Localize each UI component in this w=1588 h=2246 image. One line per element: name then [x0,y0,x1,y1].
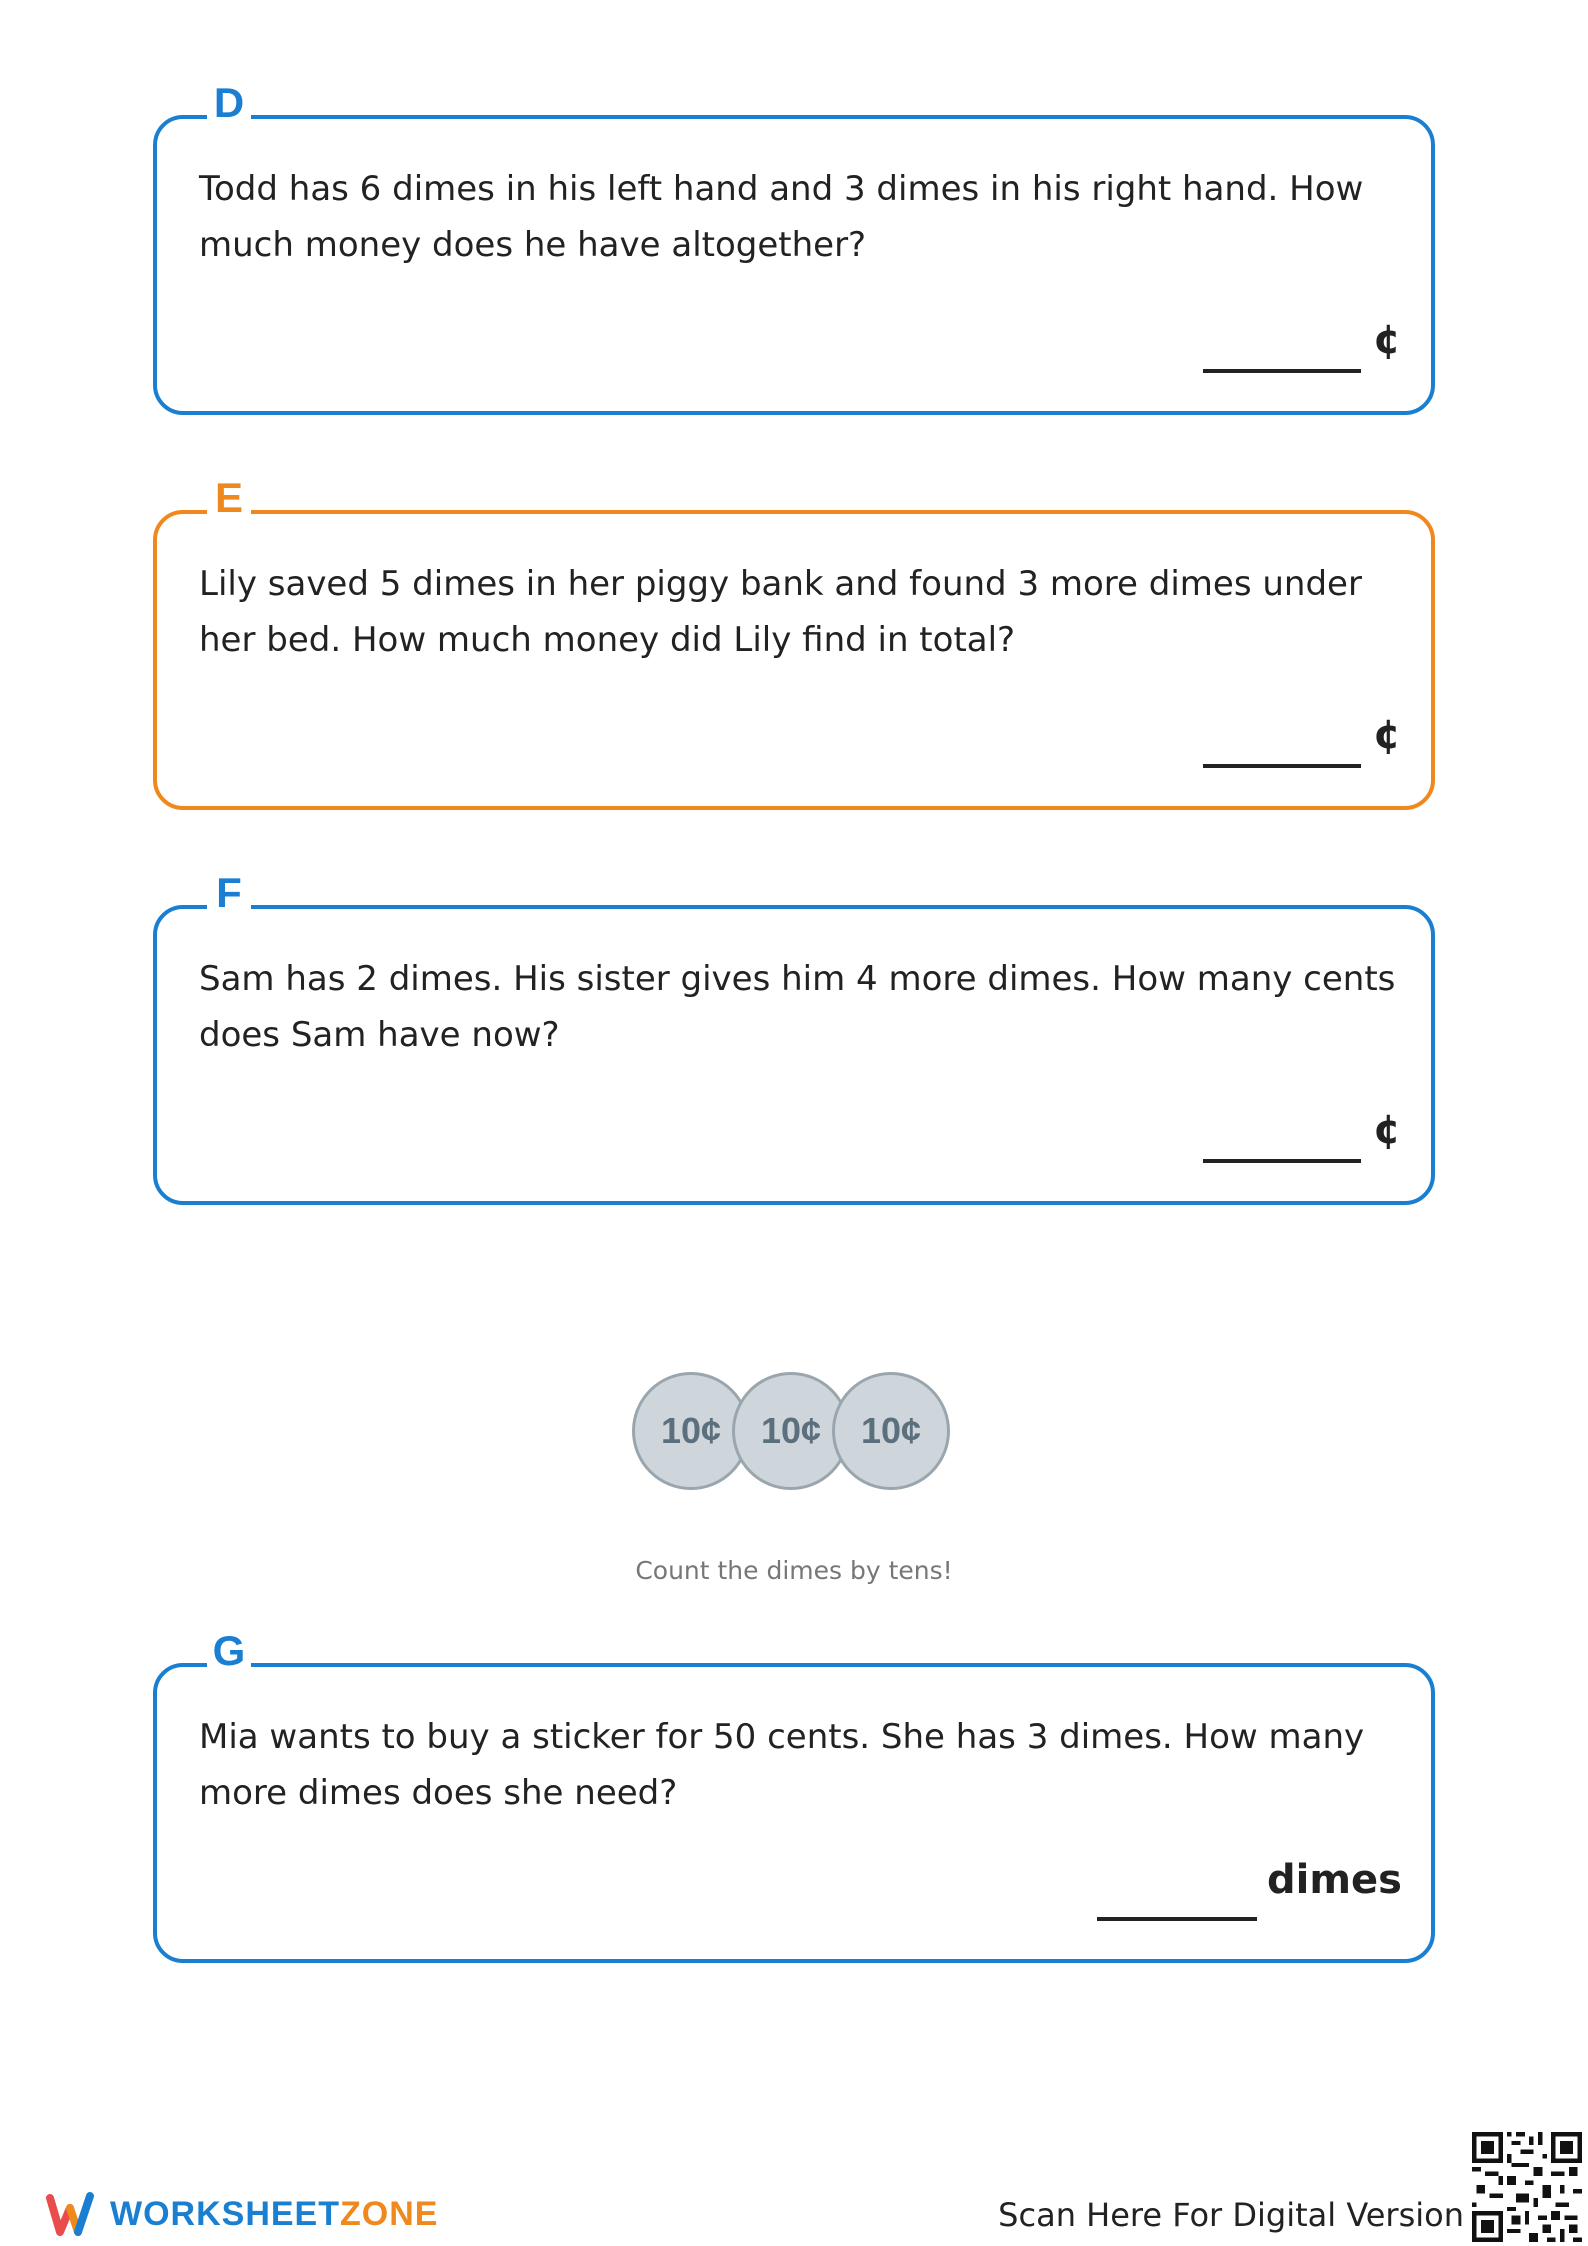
logo-text [110,2195,438,2234]
answer-blank[interactable] [1097,1917,1257,1921]
logo-mark-icon [46,2188,96,2240]
answer-unit: ¢ [1373,1107,1401,1153]
dime-coin: 10¢ [632,1372,750,1490]
answer-unit: ¢ [1373,317,1401,363]
dime-illustration [630,1372,960,1502]
problem-letter: G [207,1627,251,1675]
problem-letter: E [207,474,251,522]
problem-text: Mia wants to buy a sticker for 50 cents. She has 3 dimes. How many more dimes does she need? [199,1717,1365,1813]
scan-label: Scan Here For Digital Version [998,2196,1464,2234]
problem-card-g [153,1627,1435,1963]
problem-card-d [153,79,1435,415]
coin-caption: Count the dimes by tens! [635,1556,953,1585]
problem-letter: D [207,79,251,127]
answer-blank[interactable] [1203,369,1361,373]
problem-card-f [153,869,1435,1205]
dime-coin: 10¢ [732,1372,850,1490]
answer-blank[interactable] [1203,764,1361,768]
problem-text: Lily saved 5 dimes in her piggy bank and found 3 more dimes under her bed. How much money did Lily find in total? [199,564,1362,660]
dime-coin: 10¢ [832,1372,950,1490]
problem-text: Sam has 2 dimes. His sister gives him 4 more dimes. How many cents does Sam have now? [199,959,1396,1055]
problem-letter: F [207,869,251,917]
worksheetzone-logo [46,2184,438,2244]
problem-card-e [153,474,1435,810]
logo-text-part1: WORKSHEET [110,2194,340,2233]
logo-text-part2: ZONE [340,2194,439,2233]
problem-text: Todd has 6 dimes in his left hand and 3 dimes in his right hand. How much money does he have altogether? [199,169,1364,265]
answer-blank[interactable] [1203,1159,1361,1163]
answer-unit: ¢ [1373,712,1401,758]
answer-unit: dimes [1267,1857,1402,1903]
qr-code-icon[interactable] [1472,2132,1582,2242]
